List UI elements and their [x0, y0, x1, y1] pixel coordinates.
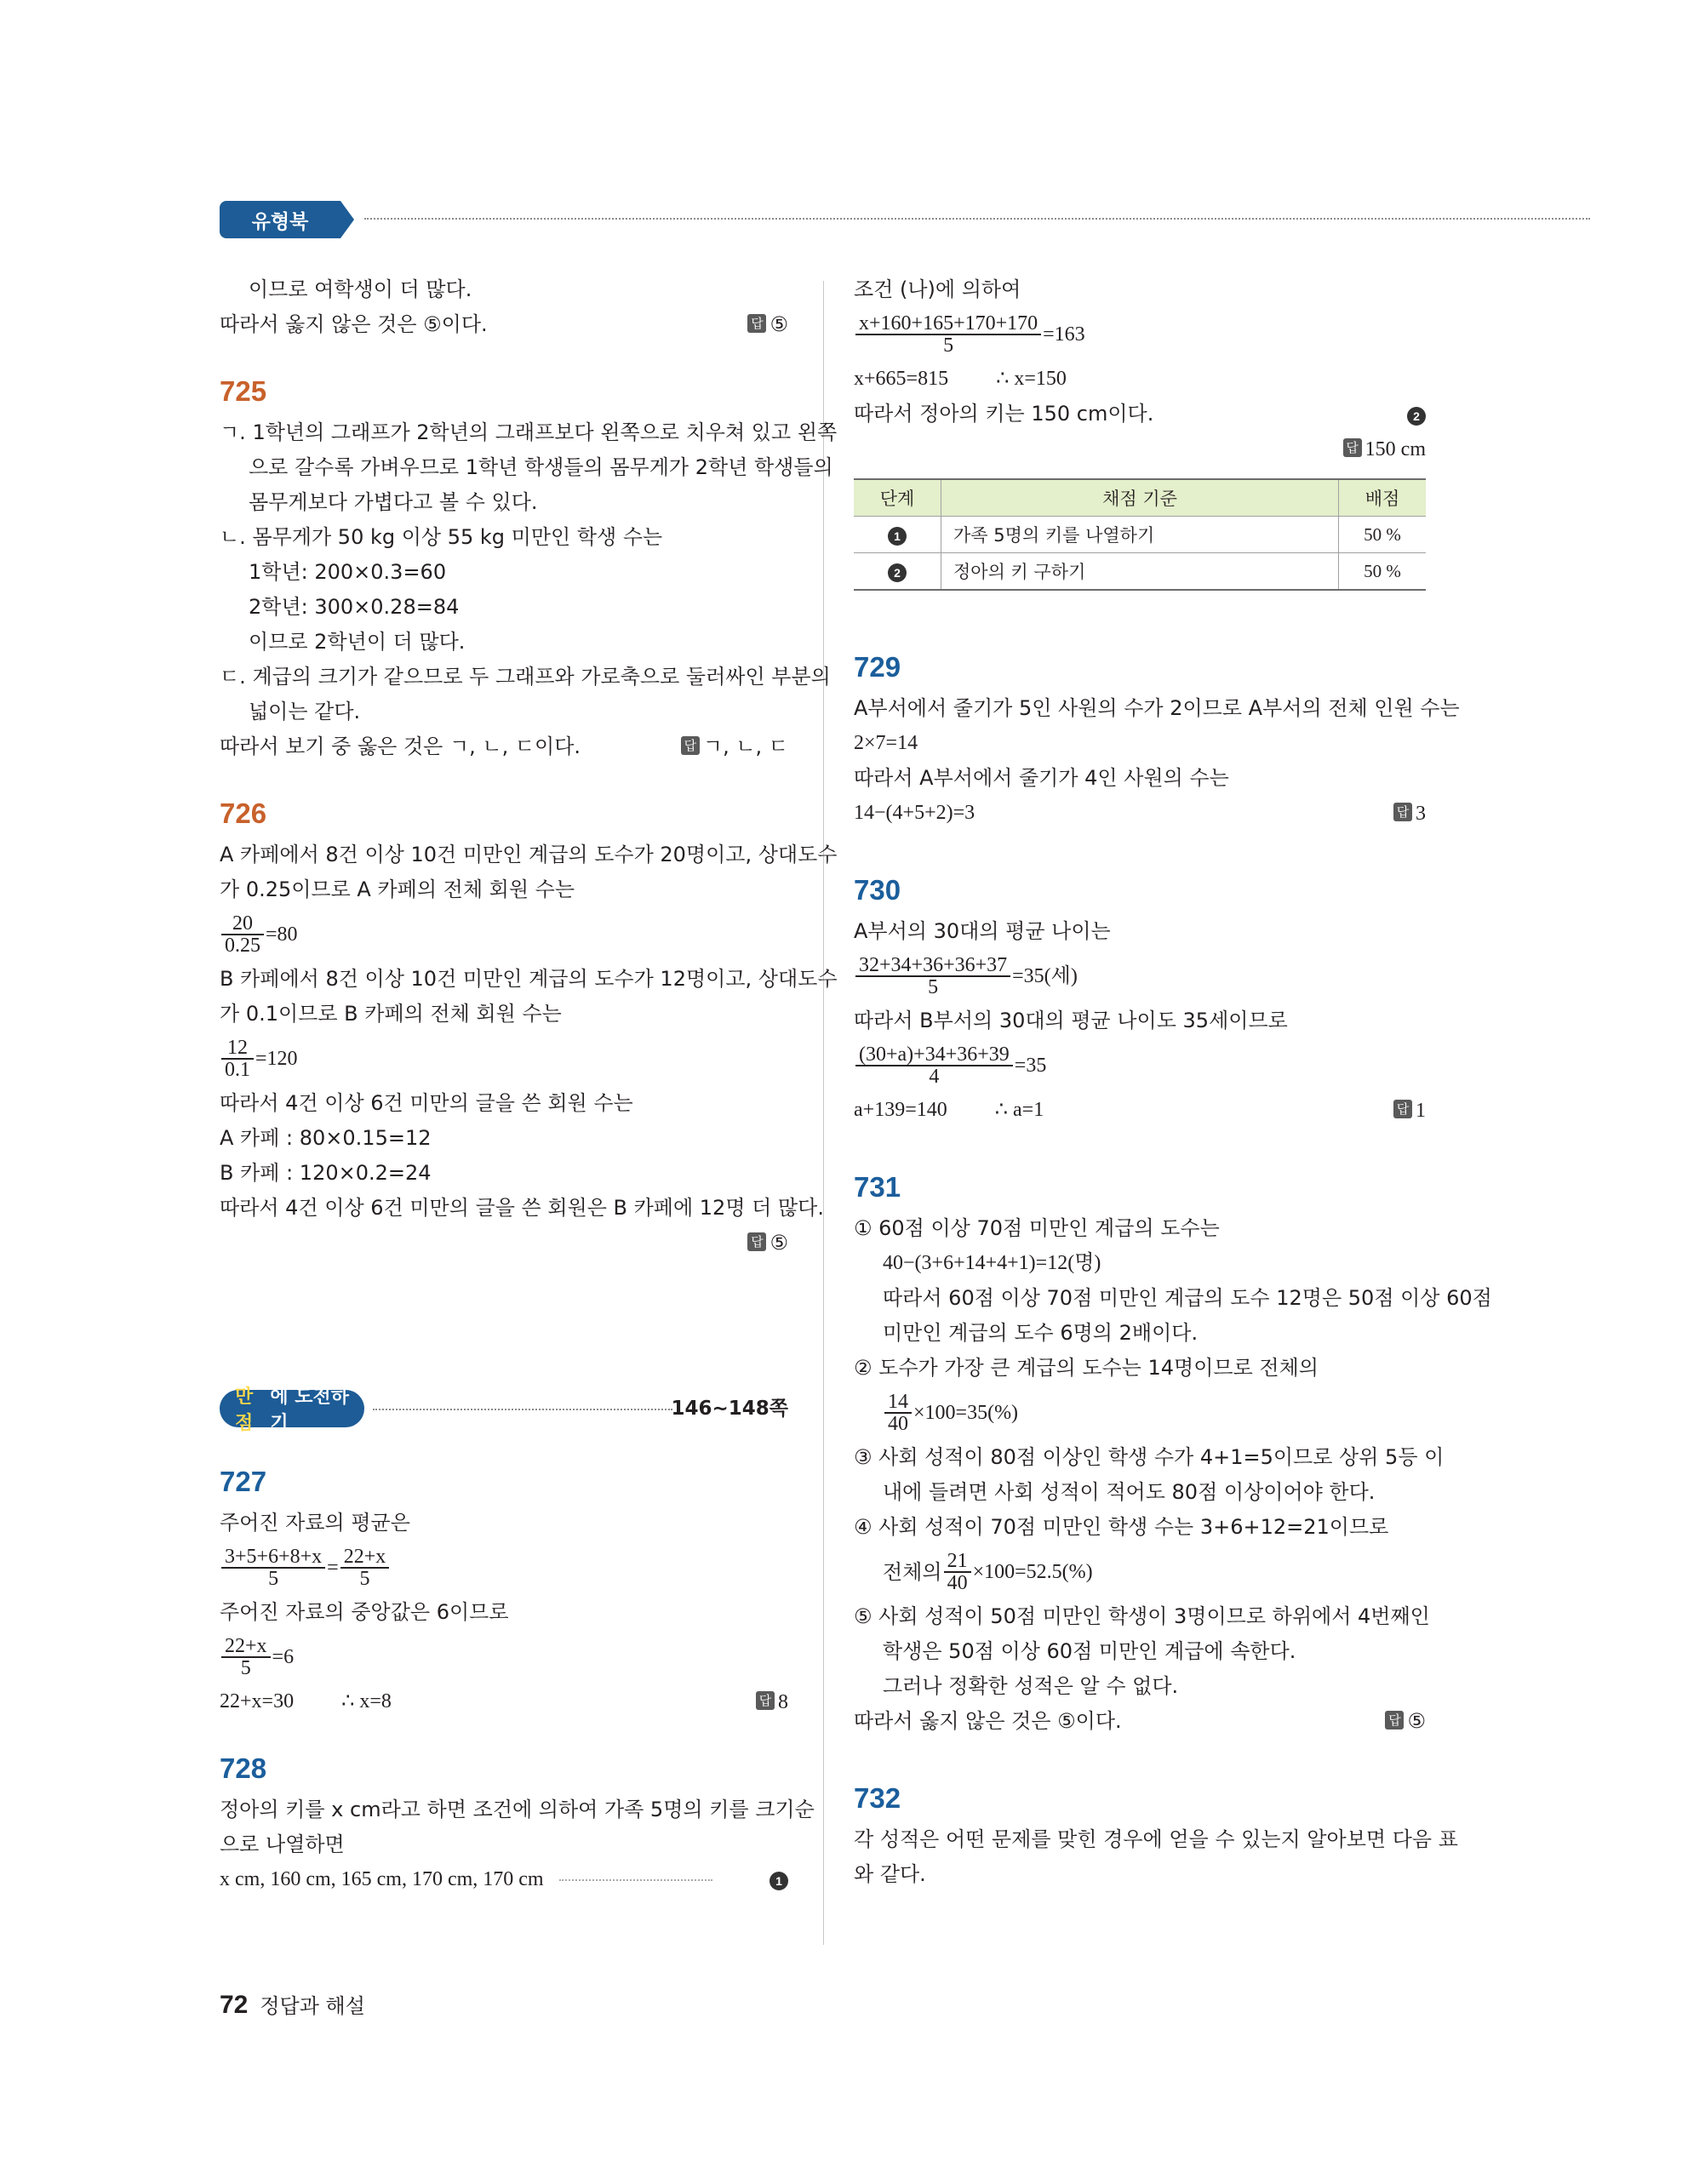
header-dotted-rule	[364, 218, 1590, 220]
formula-text: ×100=52.5(%)	[972, 1561, 1093, 1583]
formula-text: 전체의	[883, 1560, 942, 1584]
table-cell: 정아의 키 구하기	[941, 553, 1339, 591]
formula-text: x cm, 160 cm, 165 cm, 170 cm, 170 cm	[220, 1868, 544, 1890]
text-line: ① 60점 이상 70점 미만인 계급의 도수는	[854, 1216, 1220, 1240]
text-line: 학생은 50점 이상 60점 미만인 계급에 속한다.	[883, 1639, 1296, 1663]
formula-text: =6	[272, 1646, 295, 1668]
denominator: 5	[359, 1568, 370, 1590]
page-number: 72	[220, 1991, 249, 2019]
formula-text: 14−(4+5+2)=3	[854, 802, 975, 824]
table-row	[854, 517, 1426, 553]
formula-text: ∴ a=1	[994, 1099, 1044, 1121]
challenge-banner	[220, 1386, 788, 1434]
text-line: 가 0.1이므로 B 카페의 전체 회원 수는	[220, 1002, 562, 1026]
numerator: 3+5+6+8+x	[221, 1547, 325, 1569]
text-line: ④ 사회 성적이 70점 미만인 학생 수는 3+6+12=21이므로	[854, 1515, 1389, 1539]
text-line: A 카페 : 80×0.15=12	[220, 1126, 432, 1150]
challenge-highlight: 만점	[235, 1386, 254, 1434]
fraction	[221, 913, 264, 956]
dotted-leader	[559, 1879, 712, 1881]
table-cell	[854, 517, 941, 553]
answer-mark	[1385, 1704, 1426, 1739]
tag-arrow-icon	[340, 201, 354, 238]
table-cell: 가족 5명의 키를 나열하기	[941, 517, 1339, 553]
fraction	[944, 1551, 971, 1593]
formula-line	[220, 907, 788, 962]
text-span: 따라서 옳지 않은 것은 ⑤이다.	[854, 1709, 1122, 1733]
text-line: 몸무게보다 가볍다고 볼 수 있다.	[249, 490, 538, 514]
table-row	[854, 553, 1426, 591]
step-icon: 1	[888, 527, 907, 546]
answer-value: 150 cm	[1364, 438, 1426, 460]
text-line: 따라서 4건 이상 6건 미만의 글을 쓴 회원 수는	[220, 1091, 633, 1115]
formula-line	[220, 1630, 788, 1684]
text-line	[220, 729, 788, 764]
formula-line	[220, 1541, 788, 1595]
answer-mark	[756, 1684, 788, 1720]
text-line: A 카페에서 8건 이상 10건 미만인 계급의 도수가 20명이고, 상대도수	[220, 843, 838, 866]
table-header: 배점	[1339, 479, 1427, 517]
answer-value: 8	[778, 1691, 788, 1713]
formula-text: =163	[1043, 323, 1085, 346]
question-number: 730	[854, 874, 901, 906]
numerator: 14	[884, 1392, 912, 1414]
text-line: 따라서 A부서에서 줄기가 4인 사원의 수는	[854, 766, 1229, 790]
formula-text: ∴ x=150	[996, 368, 1067, 390]
text-line: 내에 들려면 사회 성적이 적어도 80점 이상이어야 한다.	[883, 1480, 1376, 1504]
step-mark	[769, 1862, 788, 1897]
formula-line	[854, 1038, 1426, 1093]
denominator: 5	[268, 1568, 279, 1590]
table-cell: 50 %	[1339, 553, 1427, 591]
denominator: 5	[240, 1657, 251, 1679]
page-footer	[220, 1988, 365, 2022]
text-line	[854, 362, 1426, 397]
text-line: 2학년: 300×0.28=84	[249, 595, 460, 619]
table-cell	[854, 553, 941, 591]
fraction	[855, 313, 1041, 356]
answer-mark	[747, 307, 788, 342]
formula-line	[854, 1545, 1426, 1599]
text-line	[854, 1093, 1426, 1128]
text-line: 40−(3+6+14+4+1)=12(명)	[883, 1252, 1101, 1274]
answer-icon: 답	[747, 1232, 766, 1251]
formula-text: 22+x=30	[220, 1690, 295, 1712]
text-line: ② 도수가 가장 큰 계급의 도수는 14명이므로 전체의	[854, 1356, 1319, 1380]
text-line: B 카페 : 120×0.2=24	[220, 1161, 432, 1185]
formula-line	[854, 1386, 1426, 1440]
section-tag-label: 유형북	[220, 201, 340, 238]
text-line: 각 성적은 어떤 문제를 맞힌 경우에 얻을 수 있는지 알아보면 다음 표	[854, 1827, 1458, 1851]
right-column	[854, 272, 1492, 1892]
table-header: 채점 기준	[941, 479, 1339, 517]
answer-icon: 답	[1393, 1100, 1412, 1118]
text-line	[220, 1684, 788, 1719]
fraction	[855, 1044, 1013, 1087]
denominator: 5	[928, 976, 939, 998]
formula-text: =35	[1014, 1055, 1047, 1077]
text-line: 2×7=14	[854, 732, 918, 754]
text-line: 미만인 계급의 도수 6명의 2배이다.	[883, 1321, 1199, 1345]
question-number: 732	[854, 1782, 901, 1814]
question-number: 731	[854, 1171, 901, 1203]
answer-mark	[681, 729, 788, 764]
step-icon: 2	[888, 563, 907, 582]
formula-text: =120	[255, 1048, 298, 1070]
answer-icon: 답	[756, 1691, 775, 1710]
table-header-row	[854, 479, 1426, 517]
text-line: 이므로 2학년이 더 많다.	[249, 630, 466, 654]
text-line: 주어진 자료의 평균은	[220, 1511, 410, 1535]
text-line	[854, 397, 1426, 432]
fraction	[221, 1636, 271, 1678]
answer-value: ⑤	[769, 312, 788, 336]
question-number: 728	[220, 1752, 267, 1784]
formula-text: x+665=815	[854, 368, 949, 390]
fraction	[884, 1392, 912, 1434]
answer-icon: 답	[1393, 803, 1412, 821]
formula-line	[854, 949, 1426, 1003]
text-line: 따라서 4건 이상 6건 미만의 글을 쓴 회원은 B 카페에 12명 더 많다.	[220, 1196, 824, 1220]
formula-text: a+139=140	[854, 1099, 947, 1121]
text-line	[220, 1862, 788, 1897]
numerator: 21	[944, 1551, 971, 1573]
scoring-table	[854, 478, 1426, 591]
formula-text: =80	[266, 923, 298, 946]
footer-title: 정답과 해설	[260, 1994, 365, 2018]
formula-text: =35(세)	[1012, 965, 1078, 987]
challenge-pages: 146~148쪽	[671, 1398, 788, 1420]
step-icon: 2	[1407, 407, 1426, 426]
numerator: 20	[221, 913, 264, 935]
fraction	[221, 1547, 325, 1589]
text-line: 이므로 여학생이 더 많다.	[249, 277, 472, 301]
text-line: 가 0.25이므로 A 카페의 전체 회원 수는	[220, 878, 575, 901]
challenge-label: 에 도전하기	[270, 1386, 349, 1434]
formula-line	[220, 1032, 788, 1086]
step-mark	[1407, 397, 1426, 432]
text-line: ③ 사회 성적이 80점 이상인 학생 수가 4+1=5이므로 상위 5등 이	[854, 1445, 1445, 1469]
text-line	[854, 796, 1426, 831]
answer-value: 1	[1416, 1100, 1426, 1122]
formula-line	[854, 307, 1426, 362]
numerator: 32+34+36+36+37	[855, 955, 1010, 977]
table-cell: 50 %	[1339, 517, 1427, 553]
answer-value: 3	[1416, 803, 1426, 825]
denominator: 5	[943, 334, 954, 357]
challenge-dotted-rule	[373, 1409, 672, 1410]
question-number: 725	[220, 375, 267, 407]
text-line: A부서의 30대의 평균 나이는	[854, 919, 1111, 943]
denominator: 40	[947, 1572, 968, 1594]
answer-line	[854, 432, 1426, 466]
text-span: 따라서 정아의 키는 150 cm이다.	[854, 402, 1154, 426]
answer-value: ㄱ, ㄴ, ㄷ	[702, 735, 788, 758]
text-span: 따라서 옳지 않은 것은 ⑤이다.	[220, 312, 488, 336]
text-line: 따라서 60점 이상 70점 미만인 계급의 도수 12명은 50점 이상 60점	[883, 1286, 1492, 1310]
column-divider	[823, 281, 824, 1945]
answer-value: ⑤	[769, 1231, 788, 1255]
denominator: 4	[929, 1066, 940, 1088]
step-icon: 1	[769, 1872, 788, 1890]
text-line: 주어진 자료의 중앙값은 6이므로	[220, 1600, 509, 1624]
section-tag	[220, 201, 358, 238]
answer-icon: 답	[681, 736, 700, 755]
answer-line	[220, 1226, 788, 1261]
formula-text: ×100=35(%)	[913, 1402, 1019, 1424]
text-line: ㄴ. 몸무게가 50 kg 이상 55 kg 미만인 학생 수는	[220, 525, 663, 549]
text-line: ㄷ. 계급의 크기가 같으므로 두 그래프와 가로축으로 둘러싸인 부분의	[220, 665, 831, 689]
answer-mark	[1343, 432, 1426, 467]
numerator: 22+x	[340, 1547, 390, 1569]
formula-text: =	[327, 1557, 339, 1579]
numerator: x+160+165+170+170	[855, 313, 1041, 335]
answer-mark	[747, 1226, 788, 1261]
question-number: 726	[220, 798, 267, 829]
fraction	[221, 1038, 254, 1080]
text-line: 따라서 B부서의 30대의 평균 나이도 35세이므로	[854, 1009, 1288, 1032]
answer-mark	[1393, 1093, 1426, 1129]
answer-value: ⑤	[1407, 1709, 1426, 1733]
question-number: 727	[220, 1466, 267, 1497]
text-line: 1학년: 200×0.3=60	[249, 560, 447, 584]
text-line: A부서에서 줄기가 5인 사원의 수가 2이므로 A부서의 전체 인원 수는	[854, 696, 1460, 720]
text-line: 넓이는 같다.	[249, 700, 361, 723]
text-line: 정아의 키를 x cm라고 하면 조건에 의하여 가족 5명의 키를 크기순	[220, 1798, 815, 1821]
text-line: 으로 나열하면	[220, 1832, 345, 1856]
question-number: 729	[854, 651, 901, 683]
denominator: 40	[888, 1413, 908, 1435]
text-span: 따라서 보기 중 옳은 것은 ㄱ, ㄴ, ㄷ이다.	[220, 735, 581, 758]
fraction	[855, 955, 1010, 998]
answer-icon: 답	[747, 314, 766, 333]
left-column	[220, 272, 838, 1897]
text-line: 그러나 정확한 성적은 알 수 없다.	[883, 1674, 1179, 1698]
text-line: ⑤ 사회 성적이 50점 미만인 학생이 3명이므로 하위에서 4번째인	[854, 1604, 1430, 1628]
text-line: 으로 갈수록 가벼우므로 1학년 학생들의 몸무게가 2학년 학생들의	[249, 455, 833, 479]
text-line: 와 같다.	[854, 1862, 926, 1886]
text-line: ㄱ. 1학년의 그래프가 2학년의 그래프보다 왼쪽으로 치우쳐 있고 왼쪽	[220, 420, 838, 444]
numerator: (30+a)+34+36+39	[855, 1044, 1013, 1066]
text-line	[854, 1704, 1426, 1739]
answer-mark	[1393, 796, 1426, 832]
denominator: 0.25	[225, 935, 260, 957]
table-header: 단계	[854, 479, 941, 517]
text-line	[220, 307, 788, 342]
fraction	[340, 1547, 390, 1589]
formula-text: ∴ x=8	[341, 1690, 392, 1712]
text-line: 조건 (나)에 의하여	[854, 277, 1021, 301]
numerator: 22+x	[221, 1636, 271, 1658]
answer-icon: 답	[1385, 1711, 1404, 1729]
numerator: 12	[221, 1038, 254, 1060]
answer-icon: 답	[1343, 438, 1362, 457]
text-line: B 카페에서 8건 이상 10건 미만인 계급의 도수가 12명이고, 상대도수	[220, 967, 838, 991]
denominator: 0.1	[225, 1059, 250, 1081]
challenge-pill	[220, 1386, 364, 1434]
